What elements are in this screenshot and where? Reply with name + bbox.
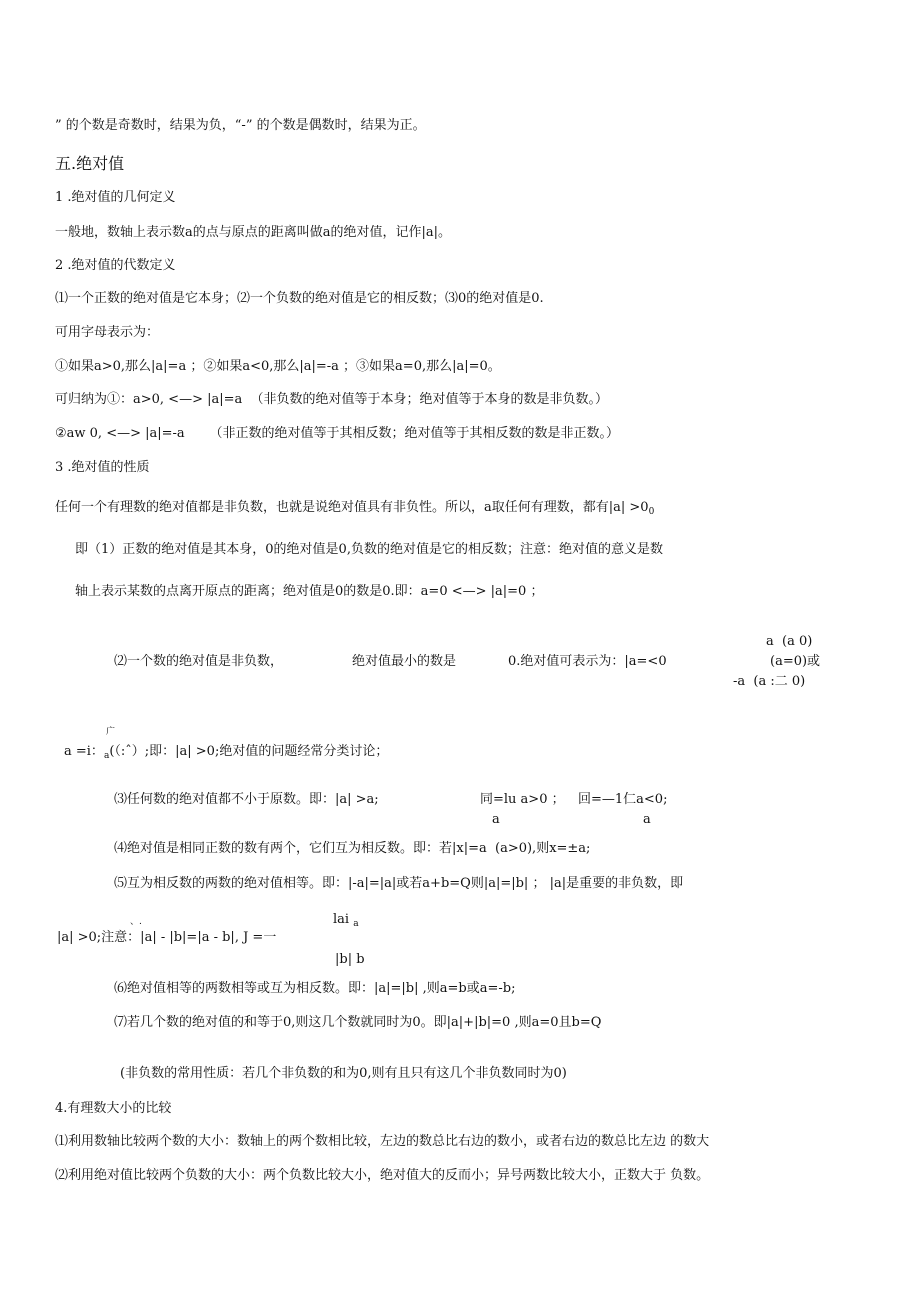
piecewise-case-top: a (a 0) [766,634,813,649]
s1-definition: 一般地，数轴上表示数a的点与原点的距离叫做a的绝对值，记作|a|。 [55,225,452,240]
p5-text: ⑸互为相反数的两数的绝对值相等。即：|-a|=|a|或若a+b=Q则|a|=|b| ； |a|是重要的非负数，即 [114,876,684,891]
p3-eq-2: 回=—1仁a<0; [578,792,668,807]
p2-part-2: 绝对值最小的数是 [352,654,457,669]
p2-line-2-a: a =i： [64,744,104,759]
p6-text: ⑹绝对值相等的两数相等或互为相反数。即：|a|=|b| ,则a=b或a=-b; [114,981,516,996]
p7-text: ⑺若几个数的绝对值的和等于0,则这几个数就同时为0。即|a|+|b|=0 ,则a=0且b=Q [114,1015,602,1030]
p3-eq-1: 同=lu a>0 ； [480,792,565,807]
p2-line-2-sub: a [103,751,110,761]
p2-mark: 广 [106,727,116,737]
s2-summary-2: ②aw 0, <—> |a|=-a （非正数的绝对值等于其相反数；绝对值等于其相反数的数是非正数。） [55,426,619,441]
p3-denominator-1: a [492,812,500,827]
p2-line-2 [64,744,388,764]
p3-text: ⑶任何数的绝对值都不小于原数。即：|a| >a; [114,792,379,807]
s2-title: 2 .绝对值的代数定义 [55,258,176,273]
s4-line-1: ⑴利用数轴比较两个数的大小：数轴上的两个数相比较，左边的数总比右边的数小，或者右边的数总比左边 的数大 [55,1134,710,1149]
s3-intro-text: 任何一个有理数的绝对值都是非负数，也就是说绝对值具有非负性。所以，a取任何有理数，都有|a| >0 [55,500,649,515]
s2-cases: ①如果a>0,那么|a|=a ；②如果a<0,那么|a|=-a ；③如果a=0,那么|a|=0。 [55,359,501,374]
s2-summary-1: 可归纳为①：a>0, <—> |a|=a （非负数的绝对值等于本身；绝对值等于本身的数是非负数。） [55,392,609,407]
p3-denominator-2: a [643,812,651,827]
p5b-denominator: |b| b [335,952,365,967]
p2-part-3: 0.绝对值可表示为：|a=<0 [508,654,667,669]
p5b-line: |a| >0;注意：|a| - |b|=|a - b|, J =一 [57,930,277,945]
s2-definition: ⑴一个正数的绝对值是它本身；⑵一个负数的绝对值是它的相反数；⑶0的绝对值是0. [55,291,544,306]
piecewise-case-bot: -a (a :二 0) [733,674,806,689]
s4-line-2: ⑵利用绝对值比较两个负数的大小：两个负数比较大小，绝对值大的反而小；异号两数比较大小，正数大于 负数。 [55,1168,710,1183]
p4-text: ⑷绝对值是相同正数的数有两个，它们互为相反数。即：若|x|=a (a>0),则x=±a; [114,841,591,856]
p2-part-1: ⑵一个数的绝对值是非负数， [114,654,284,669]
s2-letters: 可用字母表示为： [55,325,160,340]
p5b-numerator-text: lai [333,912,350,927]
p5b-numerator-sub: a [353,919,359,929]
sign-rule-text: ” 的个数是奇数时，结果为负，“-” 的个数是偶数时，结果为正。 [55,118,426,133]
s3-intro [55,500,654,520]
s3-title: 3 .绝对值的性质 [55,460,150,475]
p2-line-2-b: (（:ˆ）;即：|a| >0;绝对值的问题经常分类讨论； [109,744,389,759]
p5b-mark: 、. [130,917,142,927]
s3-intro-subscript: 0 [648,507,655,517]
s3-line-2: 轴上表示某数的点离开原点的距离；绝对值是0的数是0.即：a=0 <—> |a|=0 ； [75,584,544,599]
s3-line-1: 即（1）正数的绝对值是其本身，0的绝对值是0,负数的绝对值是它的相反数；注意：绝对值的意义是数 [75,542,663,557]
piecewise-case-mid: (a=0)或 [770,654,821,669]
s1-title: 1 .绝对值的几何定义 [55,190,176,205]
section-heading: 五.绝对值 [55,154,125,173]
p5b-numerator [333,912,359,932]
nonnegative-note: (非负数的常用性质：若几个非负数的和为0,则有且只有这几个非负数同时为0) [120,1066,567,1081]
s4-title: 4.有理数大小的比较 [55,1101,172,1116]
